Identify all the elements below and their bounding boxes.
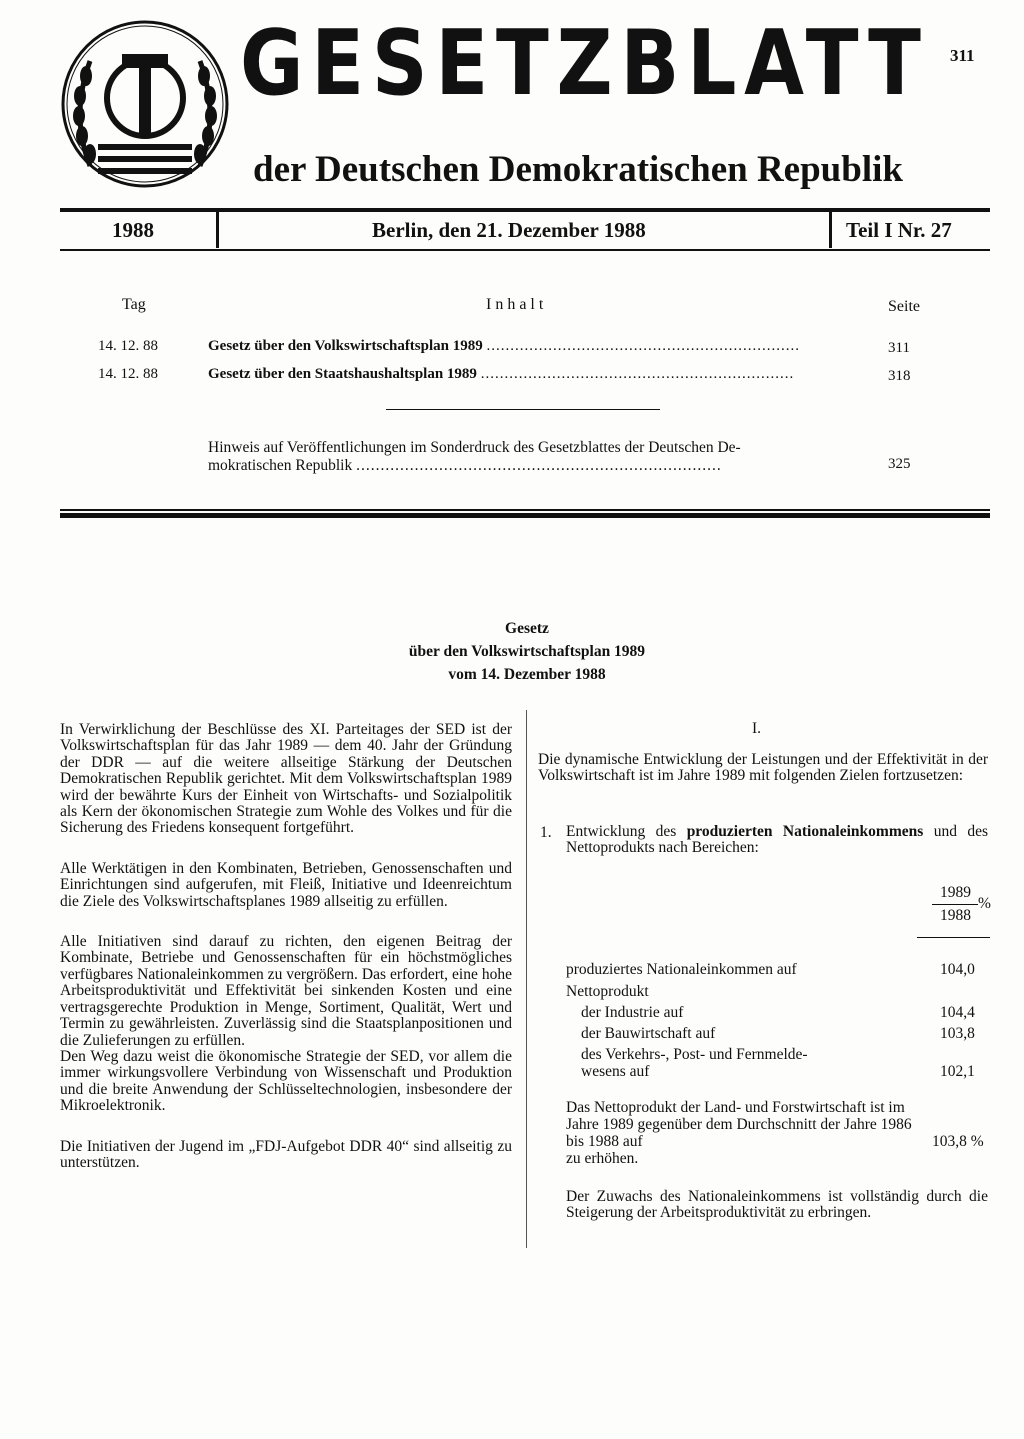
preamble-paragraph: In Verwirklichung der Beschlüsse des XI. Parteitages der SED ist der Volkswirtschaftsplan für das Jahr 1989 — dem 40. Jahr der Gründung der DDR — auf die weitere allseitige Stärkung der Deutschen Demokratischen Republik gerichtet. Mit dem Volkswirtschaftsplan 1989 wird der bewährte Kurs der Einheit von Wirtschafts- und Sozialpolitik als Kern der ökonomischen Strategie zum Wohle des Volkes und für die Sicherung des Friedens konsequent fortgeführt.	[60, 721, 512, 837]
issue-place-date: Berlin, den 21. Dezember 1988	[372, 218, 646, 242]
table-row-value: 103,8	[940, 1025, 975, 1042]
masthead-title: GESETZBLATT	[240, 11, 929, 116]
state-emblem-icon	[60, 16, 230, 192]
preamble-paragraph: Die Initiativen der Jugend im „FDJ-Aufgebot DDR 40“ sind allseitig zu unterstützen.	[60, 1137, 512, 1171]
toc-entry-date: 14. 12. 88	[98, 338, 158, 354]
band-divider-left	[216, 210, 219, 248]
table-row-label: Nettoprodukt	[566, 983, 649, 1000]
law-heading-subject: über den Volkswirtschaftsplan 1989	[408, 643, 646, 660]
toc-note-line-text: mokratischen Republik	[208, 457, 353, 474]
toc-entry-title-text: Gesetz über den Staatshaushaltsplan 1989	[208, 366, 477, 382]
table-row-label: produziertes Nationaleinkommen auf	[566, 961, 797, 978]
item-text: Entwicklung des produzierten Nationaleinkommens und des Nettoprodukts nach Bereichen:	[566, 823, 988, 857]
table-row-label: der Industrie auf	[581, 1004, 684, 1021]
table-row-label: des Verkehrs-, Post- und Fernmelde-	[581, 1046, 808, 1063]
toc-col-date: Tag	[122, 296, 146, 313]
agri-line: Jahre 1989 gegenüber dem Durchschnitt der Jahre 1986	[566, 1116, 912, 1133]
toc-entry-title[interactable]: Gesetz über den Staatshaushaltsplan 1989 ..................................................................	[208, 366, 795, 382]
issue-number: Teil I Nr. 27	[846, 218, 952, 242]
closing-paragraph: Der Zuwachs des Nationaleinkommens ist vollständig durch die Steigerung der Arbeitsproduktivität zu erbringen.	[566, 1188, 988, 1222]
item-emphasis: produzierten Nationaleinkommens	[686, 823, 924, 840]
toc-separator	[386, 409, 660, 410]
item-number: 1.	[540, 824, 552, 841]
table-row-value: 104,0	[940, 961, 975, 978]
toc-col-content: I n h a l t	[486, 296, 544, 313]
toc-bottom-rule-thin	[60, 509, 990, 511]
toc-note-page: 325	[888, 456, 911, 472]
band-top-rule	[60, 208, 990, 212]
toc-entry-title-text: Gesetz über den Volkswirtschaftsplan 1989	[208, 338, 483, 354]
masthead-subtitle: der Deutschen Demokratischen Republik	[253, 149, 903, 190]
law-heading-title: Gesetz	[505, 620, 549, 637]
ratio-unit: %	[978, 895, 991, 912]
table-row-value: 102,1	[940, 1063, 975, 1080]
section-intro: Die dynamische Entwicklung der Leistungen und der Effektivität in der Volkswirtschaft ist im Jahre 1989 mit folgenden Zielen fortzusetzen:	[538, 751, 988, 785]
toc-bottom-rule-thick	[60, 513, 990, 518]
toc-entry-date: 14. 12. 88	[98, 366, 158, 382]
agri-value: 103,8 %	[932, 1133, 984, 1150]
preamble-paragraph: Alle Initiativen sind darauf zu richten, den eigenen Beitrag der Kombinate, Betriebe und Genossenschaften für ein höchstmögliches verfügbares Nationaleinkommen zu vergrößern. Das erfordert, eine hohe Arbeitsproduktivität und Effektivität bei sinkenden Kosten und eine vertragsgerechte Produktion in Menge, Sortiment, Qualität, Wert und Termin zu gewährleisten. Zuverlässig sind die Staatsplanpositionen und die Zulieferungen zu erfüllen.	[60, 933, 512, 1049]
table-row-label: wesens auf	[581, 1063, 650, 1080]
ratio-denominator: 1988	[940, 907, 971, 924]
toc-entry-title[interactable]: Gesetz über den Volkswirtschaftsplan 1989 ..................................................................	[208, 338, 800, 354]
band-divider-right	[829, 210, 832, 248]
table-row-value: 104,4	[940, 1004, 975, 1021]
ratio-numerator: 1989	[940, 884, 971, 901]
preamble-paragraph: Den Weg dazu weist die ökonomische Strategie der SED, vor allem die immer wirkungsvollere Verbindung von Wissenschaft und Produktion und die breite Anwendung der Schlüsseltechnologien, insbesondere der Mikroelektronik.	[60, 1047, 512, 1115]
agri-line: bis 1988 auf	[566, 1133, 643, 1150]
toc-note-line[interactable]: mokratischen Republik ...........................................................................	[208, 457, 722, 474]
preamble-paragraph: Alle Werktätigen in den Kombinaten, Betrieben, Genossenschaften und Einrichtungen sind aufgerufen, mit Fleiß, Initiative und Ideenreichtum die Ziele des Volkswirtschaftsplanes 1989 allseitig zu erfüllen.	[60, 859, 512, 910]
agri-line: Das Nettoprodukt der Land- und Forstwirtschaft ist im	[566, 1099, 905, 1116]
table-row-label: der Bauwirtschaft auf	[581, 1025, 716, 1042]
left-column	[60, 722, 512, 1171]
toc-entry-page: 311	[888, 340, 910, 356]
agri-line: zu erhöhen.	[566, 1150, 639, 1167]
toc-col-page: Seite	[888, 298, 920, 315]
toc-entry-page: 318	[888, 368, 911, 384]
section-number: I.	[752, 720, 762, 737]
page-number: 311	[950, 46, 975, 65]
ratio-bar	[932, 904, 978, 905]
band-bottom-rule	[60, 249, 990, 251]
law-heading-date: vom 14. Dezember 1988	[448, 666, 606, 683]
column-separator	[526, 710, 527, 1248]
ratio-underline	[917, 937, 990, 938]
toc-note-line: Hinweis auf Veröffentlichungen im Sonderdruck des Gesetzblattes der Deutschen De-	[208, 439, 741, 456]
issue-year: 1988	[112, 218, 154, 242]
